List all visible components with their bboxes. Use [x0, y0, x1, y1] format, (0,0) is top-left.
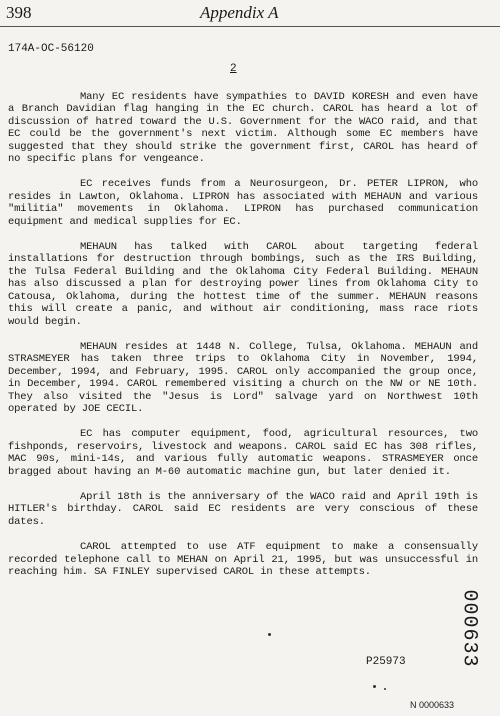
- paragraph-7: CAROL attempted to use ATF equipment to make a consensually recorded telephone call to MEHAN on April 21, 1995, but was unsuccessful in reaching him. SA FINLEY supervised CAROL in these attempts.: [8, 541, 478, 578]
- footer-bates-number: N 0000633: [410, 700, 455, 710]
- paragraph-5: EC has computer equipment, food, agricultural resources, two fishponds, reservoirs, livestock and weapons. CAROL said EC has 308 rifles, MAC 90s, mini-14s, and various fully automatic weapons. STRASMEYER once bragged about having an M-60 automatic machine gun, but later denied it.: [8, 428, 478, 478]
- typed-page-number: 2: [230, 63, 237, 75]
- page-number: 398: [6, 3, 32, 22]
- scan-speck: [268, 633, 271, 636]
- document-body: [8, 91, 478, 591]
- margin-bates-stamp: [455, 590, 483, 670]
- scan-speck: [373, 685, 376, 688]
- paragraph-3: MEHAUN has talked with CAROL about targeting federal installations for destruction through bombings, such as the IRS Building, the Tulsa Federal Building and the Oklahoma City Federal Building. MEHAUN has also discussed a plan for destroying power lines from Oklahoma City to Catousa, Oklahoma, during the hottest time of the summer. MEHAUN reasons this will create a panic, and without air conditioning, mass race riots would begin.: [8, 241, 478, 328]
- margin-bates-text: 000633: [457, 589, 481, 668]
- serial-number: P25973: [366, 656, 406, 668]
- header-rule: [0, 26, 500, 27]
- file-number: 174A-OC-56120: [8, 43, 94, 55]
- scan-speck: [384, 688, 386, 690]
- paragraph-2: EC receives funds from a Neurosurgeon, Dr. PETER LIPRON, who resides in Lawton, Oklahoma. LIPRON has associated with MEHAUN and various "militia" movements in Oklahoma. LIPRON has purchased communication equipment and medical supplies for EC.: [8, 178, 478, 228]
- paragraph-4: MEHAUN resides at 1448 N. College, Tulsa, Oklahoma. MEHAUN and STRASMEYER has taken three trips to Oklahoma City in November, 1994, December, 1994, and February, 1995. CAROL only accompanied the group once, in December, 1994. CAROL remembered visiting a church on the NW or NE 10th. They also visited the "Jesus is Lord" salvage yard on Northwest 10th operated by JOE CECIL.: [8, 340, 478, 415]
- paragraph-6: April 18th is the anniversary of the WACO raid and April 19th is HITLER's birthday. CAROL said EC residents are very conscious of these dates.: [8, 490, 478, 528]
- running-head: Appendix A: [200, 3, 279, 22]
- paragraph-1: Many EC residents have sympathies to DAVID KORESH and even have a Branch Davidian flag hanging in the EC church. CAROL has heard a lot of discussion of hatred toward the U.S. Government for the WACO raid, and that EC could be the government's next victim. Although some EC members have suggested that they should strike the government first, CAROL has heard of no specific plans for vengeance.: [8, 91, 478, 166]
